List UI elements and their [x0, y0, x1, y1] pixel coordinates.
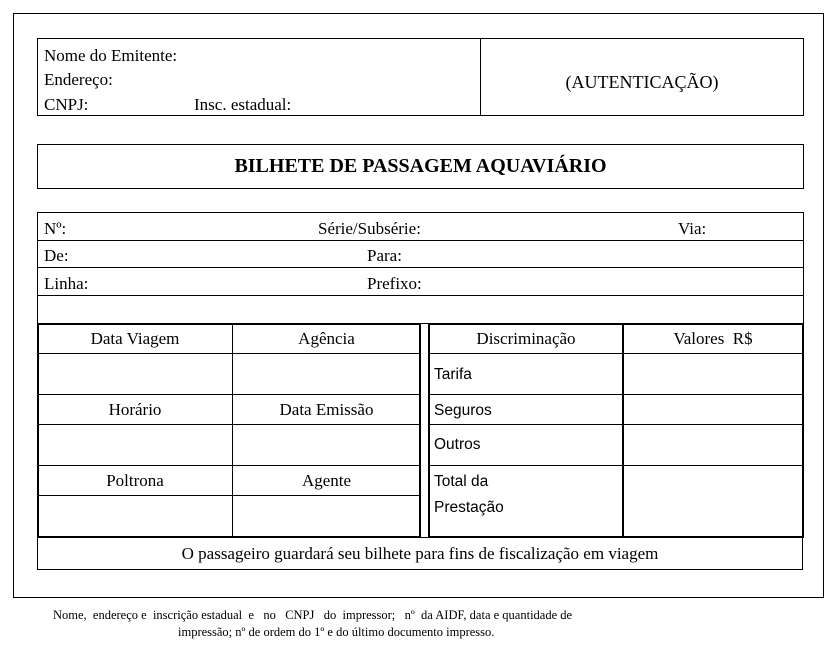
insurance-label: Seguros [434, 402, 492, 419]
trip-info-divider [37, 295, 804, 296]
table-row-divider [38, 353, 420, 354]
table-column-divider [622, 324, 624, 537]
issuer-address-label: Endereço: [44, 70, 113, 89]
table-row-divider [38, 424, 420, 425]
agent-header: Agente [301, 471, 352, 490]
trip-info-divider [37, 240, 804, 241]
travel-date-header: Data Viagem [90, 329, 180, 348]
printer-footnote-line2: impressão; nº de ordem do 1º e do último documento impresso. [178, 625, 495, 639]
total-label-line2: Prestação [434, 499, 504, 516]
cnpj-label: CNPJ: [44, 95, 89, 114]
seat-header: Poltrona [106, 471, 164, 490]
table-row-divider [430, 353, 802, 354]
agency-header: Agência [298, 329, 355, 348]
printer-footnote-line1: Nome, endereço e inscrição estadual e no CNPJ do impressor; nº da AIDF, data e quantidade de [53, 608, 573, 622]
other-charges-label: Outros [434, 436, 481, 453]
authentication-label: (AUTENTICAÇÃO) [565, 72, 719, 92]
ticket-number-label: Nº: [44, 219, 67, 238]
prefix-label: Prefixo: [367, 274, 422, 293]
fare-label: Tarifa [434, 366, 472, 383]
departure-time-header: Horário [108, 400, 162, 419]
issue-date-header: Data Emissão [279, 400, 374, 419]
description-header: Discriminação [476, 329, 576, 348]
table-row-divider [430, 465, 802, 466]
trip-info-divider [37, 267, 804, 268]
state-registration-label: Insc. estadual: [194, 95, 292, 114]
route-label: Linha: [44, 274, 89, 293]
table-row-divider [430, 394, 802, 395]
ticket-title: BILHETE DE PASSAGEM AQUAVIÁRIO [234, 155, 607, 177]
total-label-line1: Total da [434, 473, 489, 490]
origin-label: De: [44, 246, 69, 265]
table-row-divider [38, 394, 420, 395]
table-row-divider [38, 495, 420, 496]
trip-details-table [37, 323, 421, 538]
table-row-divider [38, 465, 420, 466]
inspection-notice: O passageiro guardará seu bilhete para fins de fiscalização em viagem [181, 544, 659, 563]
amounts-header: Valores R$ [673, 329, 753, 348]
series-label: Série/Subsérie: [318, 219, 421, 238]
destination-label: Para: [367, 246, 402, 265]
table-row-divider [430, 424, 802, 425]
copy-label: Via: [678, 219, 707, 238]
table-column-divider [232, 324, 233, 537]
issuer-name-label: Nome do Emitente: [44, 46, 178, 65]
